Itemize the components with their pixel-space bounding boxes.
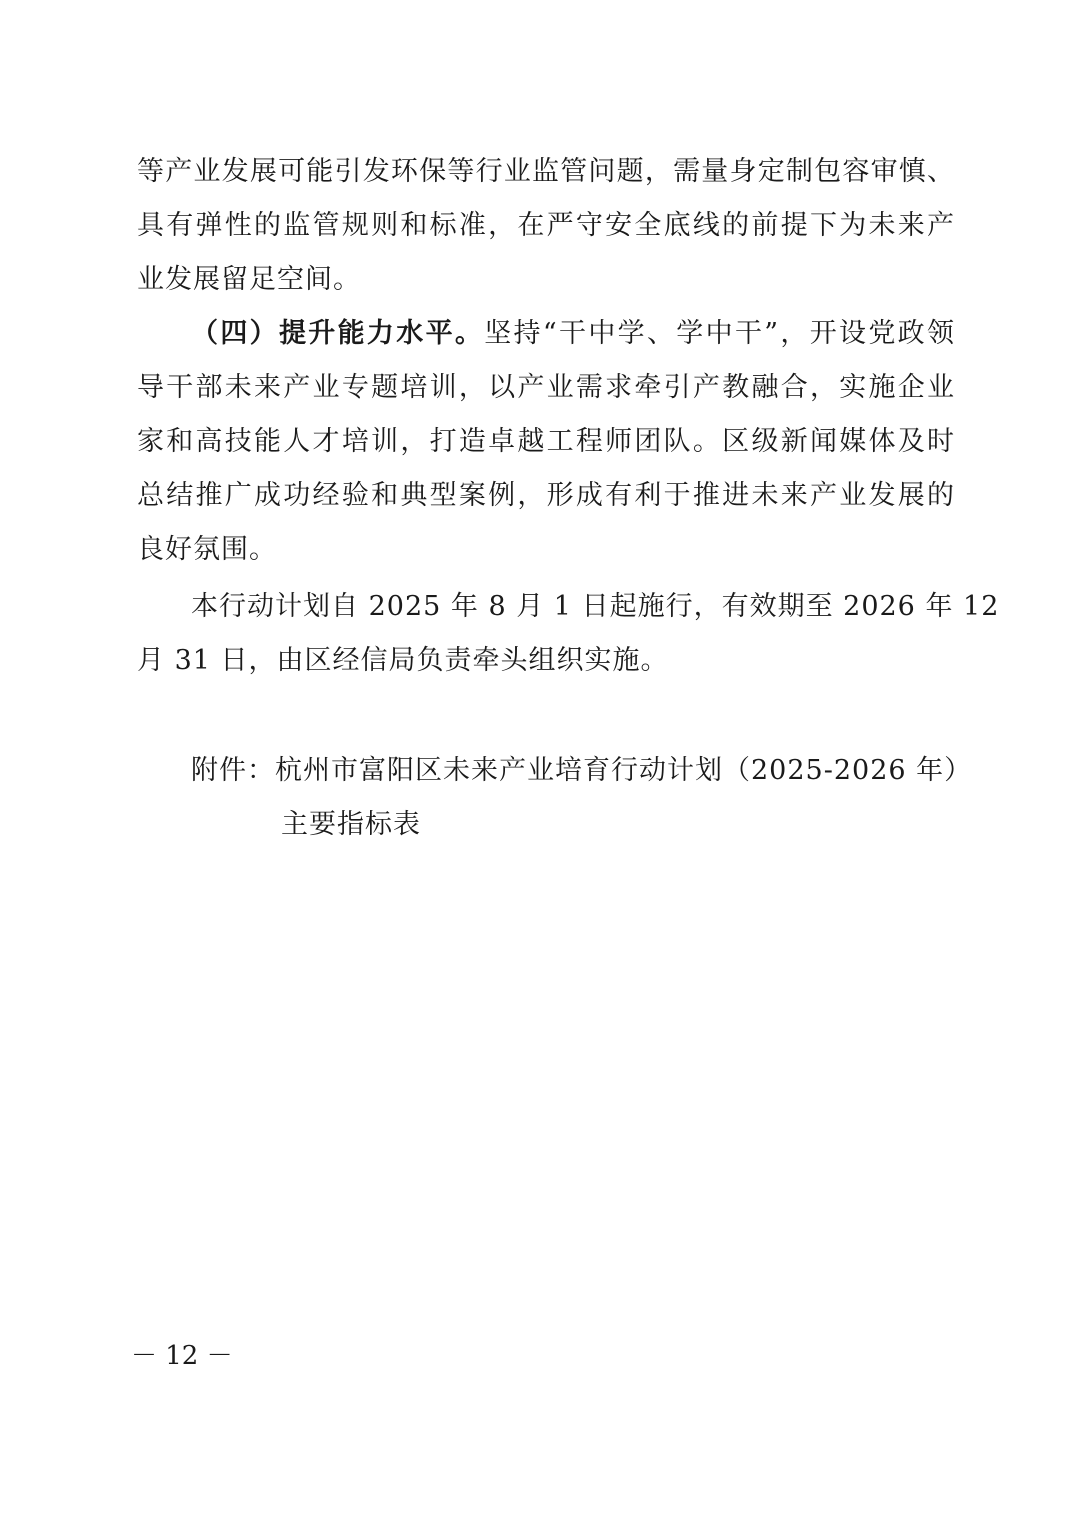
paragraph-2-line-1-text: 坚持“干中学、学中干”，开设党政领	[484, 318, 956, 349]
attachment-line-2: 主要指标表	[281, 809, 421, 840]
paragraph-3-line-2: 月 31 日，由区经信局负责牵头组织实施。	[137, 645, 669, 676]
attachment-line-1: 附件：杭州市富阳区未来产业培育行动计划（2025-2026 年）	[191, 755, 973, 786]
paragraph-2-line-2: 导干部未来产业专题培训，以产业需求牵引产教融合，实施企业	[137, 372, 955, 403]
paragraph-1-line-3: 业发展留足空间。	[137, 264, 361, 295]
paragraph-3-line-1: 本行动计划自 2025 年 8 月 1 日起施行，有效期至 2026 年 12	[191, 591, 1000, 622]
page-number: － 12 －	[131, 1341, 233, 1371]
paragraph-2-line-1	[191, 307, 955, 361]
paragraph-2-line-3: 家和高技能人才培训，打造卓越工程师团队。区级新闻媒体及时	[137, 426, 955, 457]
paragraph-2-line-4: 总结推广成功经验和典型案例，形成有利于推进未来产业发展的	[137, 480, 955, 511]
paragraph-2-line-5: 良好氛围。	[137, 534, 277, 565]
paragraph-1-line-2: 具有弹性的监管规则和标准，在严守安全底线的前提下为未来产	[137, 210, 955, 241]
paragraph-1-line-1: 等产业发展可能引发环保等行业监管问题，需量身定制包容审慎、	[137, 156, 955, 187]
section-heading-four: （四）提升能力水平。	[191, 318, 485, 349]
